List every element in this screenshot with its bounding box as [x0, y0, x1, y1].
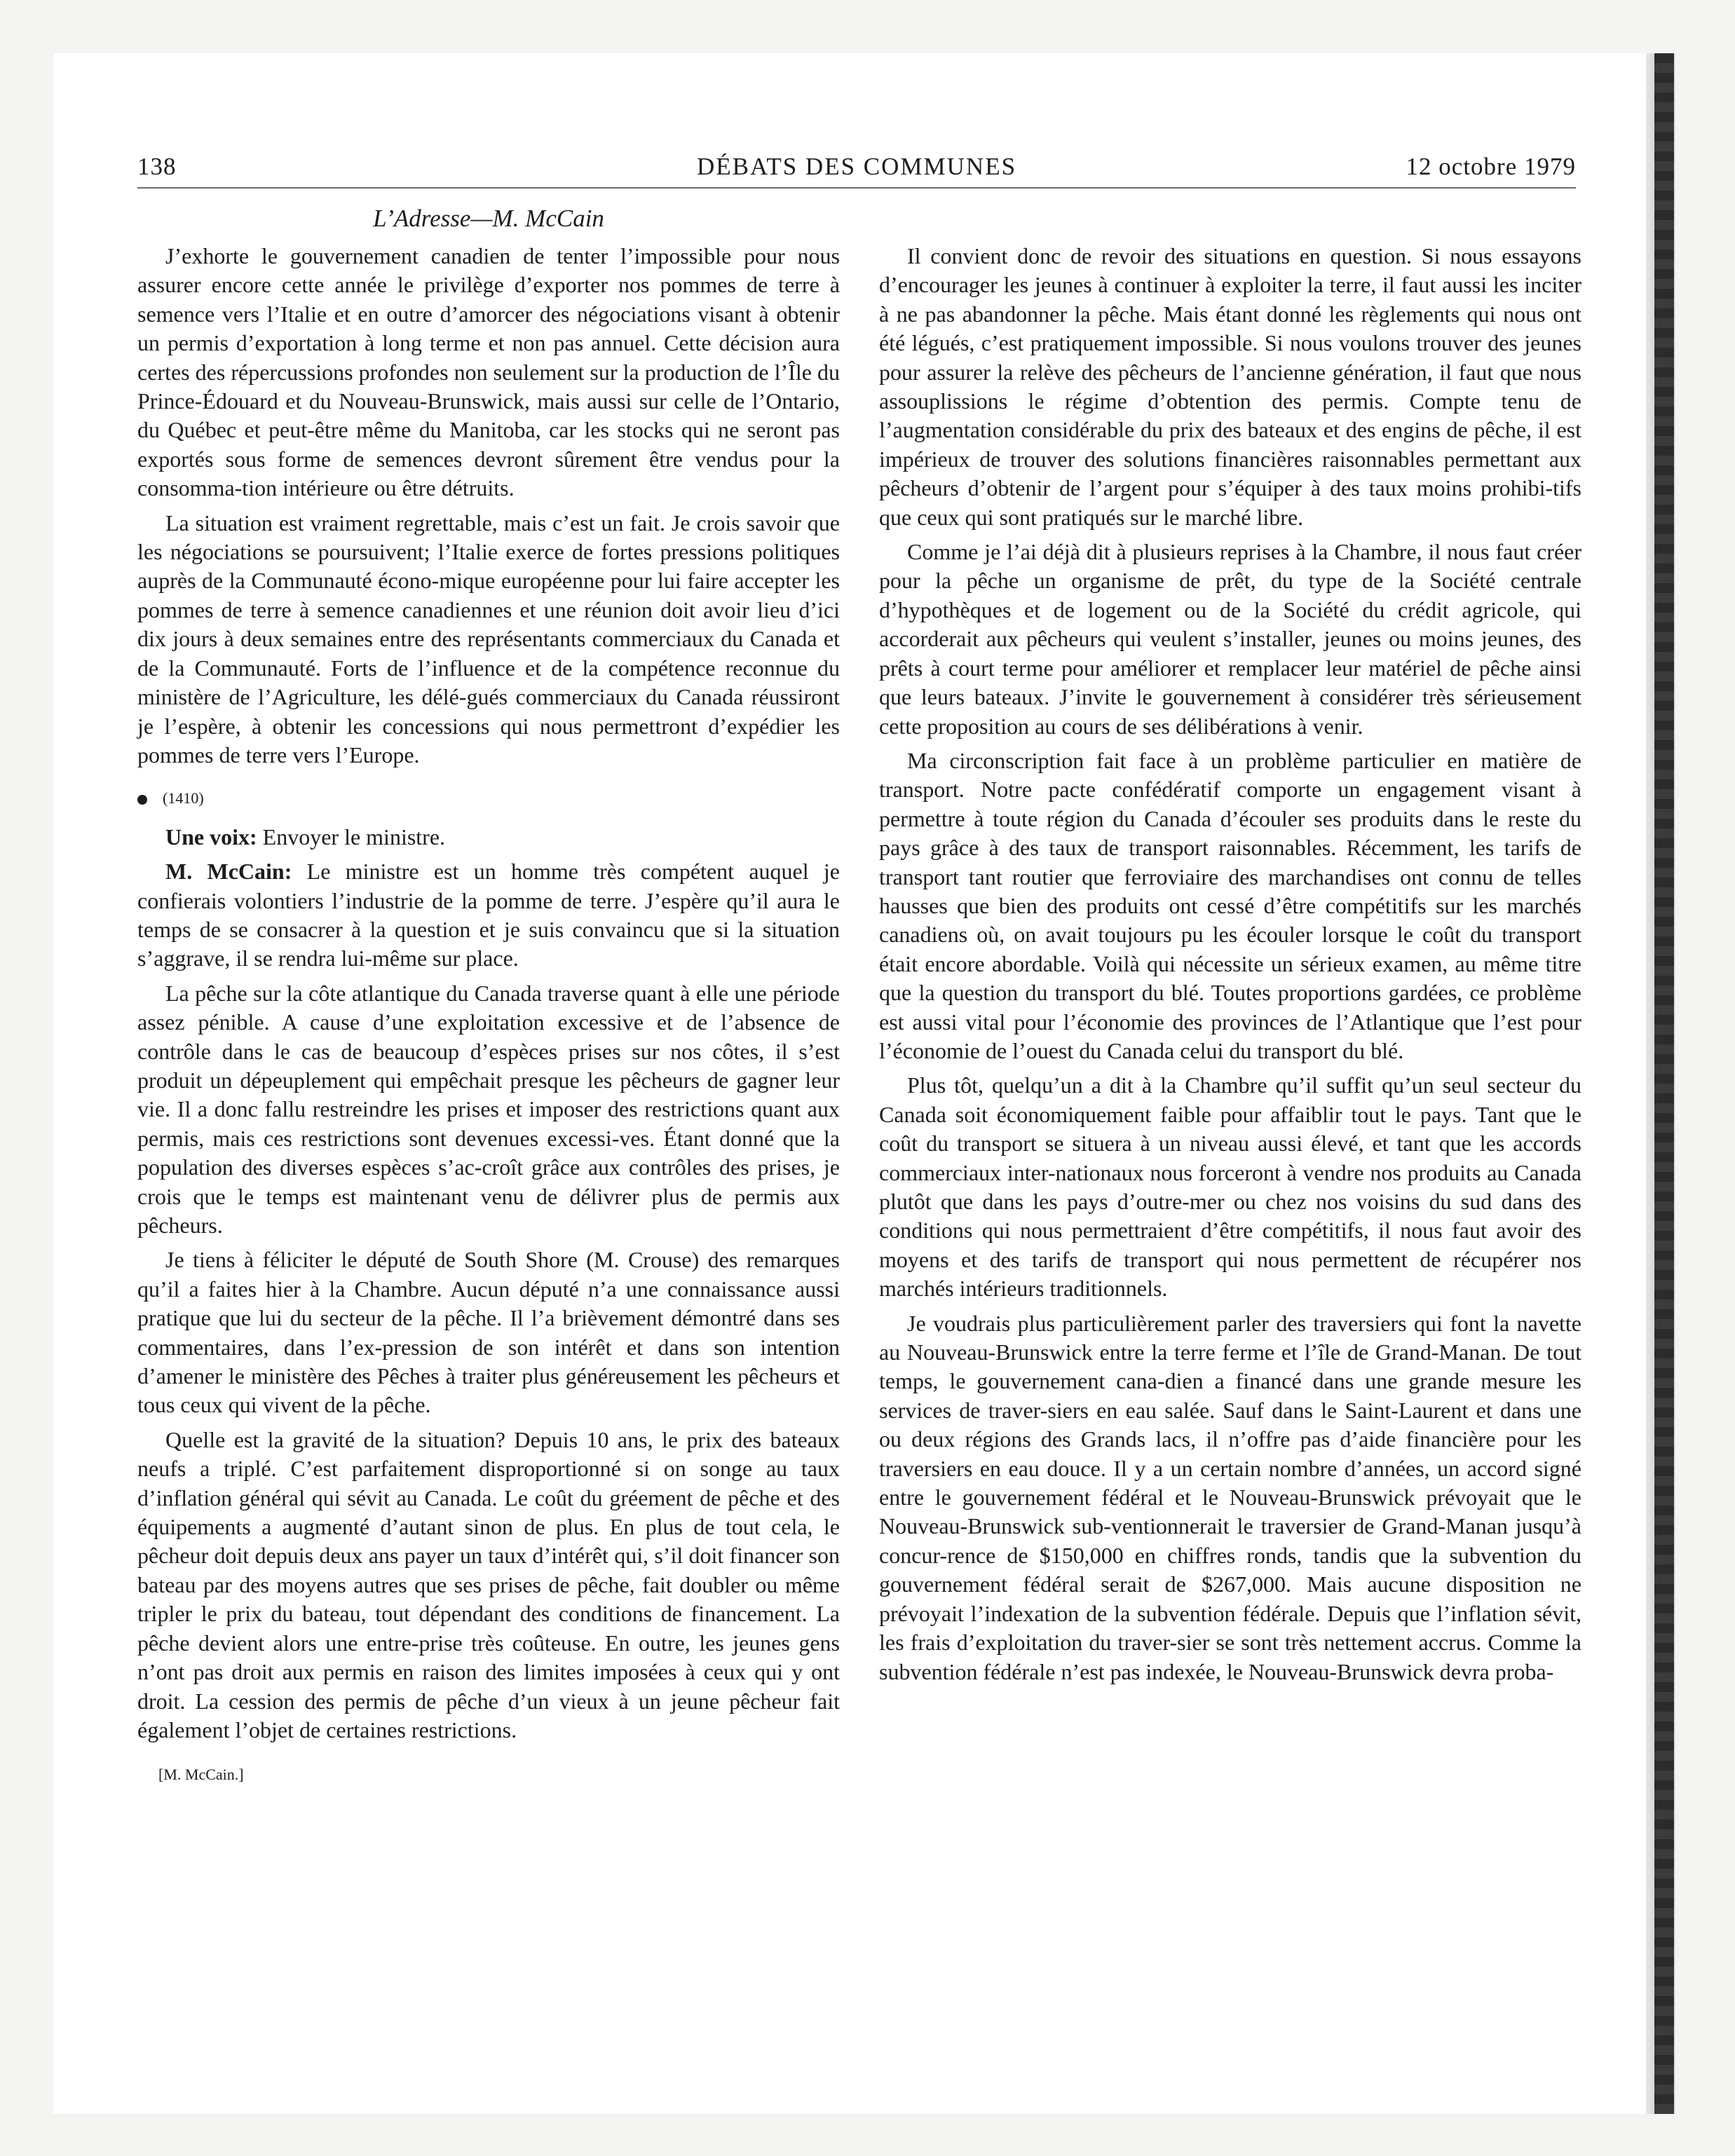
paragraph: Je voudrais plus particulièrement parler des traversiers qui font la navette au Nouveau-Brunswick entre la terre ferme et l’île de Grand-Manan. De tout temps, le gouvernement cana-dien a financé dans une grande mesure les services de traver-siers en eau salée. Sauf dans le Saint-Laurent et dans une ou deux régions des Grands lacs, il n’offre pas d’aide financière pour les traversiers en eau douce. Il y a un certain nombre d’années, un accord signé entre le gouvernement fédéral et le Nouveau-Brunswick prévoyait que le Nouveau-Brunswick sub-ventionnerait le traversier de Grand-Manan jusqu’à concur-rence de $150,000 en chiffres ronds, tandis que la subvention du gouvernement fédéral serait de $267,000. Mais aucune disposition ne prévoyait l’indexation de la subvention fédérale. Depuis que l’inflation sévit, les frais d’exploitation du traver-sier se sont très nettement accrus. Comme la subvention fédérale n’est pas indexée, le Nouveau-Brunswick devra proba-	[879, 1310, 1581, 1684]
time-marker-text: (1410)	[163, 789, 204, 807]
left-column	[137, 242, 840, 1789]
paragraph: Quelle est la gravité de la situation? Depuis 10 ans, le prix des bateaux neufs a triplé. C’est parfaitement disproportionné si on songe au taux d’inflation général qui sévit au Canada. Le coût du gréement de pêche et des équipements a augmenté d’autant sinon de plus. En plus de tout cela, le pêcheur doit depuis deux ans payer un taux d’intérêt qui, s’il doit financer son bateau par des moyens autres que ses prises de pêche, fait doubler ou même tripler le prix du bateau, tout dépendant des conditions de financement. La pêche devient alors une entre-prise très coûteuse. En outre, les jeunes gens n’ont pas droit aux permis en raison des limites imposées à ceux qui y ont droit. La cession des permis de pêche d’un vieux à un jeune pêcheur fait également l’objet de certaines restrictions.	[137, 1426, 840, 1742]
bullet-icon	[137, 795, 147, 805]
speech-text: Le ministre est un homme très compétent auquel je confierais volontiers l’industrie de la pomme de terre. J’espère qu’il aura le temps de se consacrer à la question et je suis convaincu que si la situation s’aggrave, il se rendra lui-même sur place.	[137, 859, 841, 971]
speaker-bracket: [M. McCain.]	[158, 1766, 244, 1784]
paragraph: Ma circonscription fait face à un problème particulier en matière de transport. Notre pacte confédératif comporte un engagement visant à permettre à toute région du Canada d’écouler ses produits dans le reste du pays grâce à des taux de transport raisonnables. Récemment, les tarifs de transport tant routier que ferroviaire des marchandises ont connu de telles hausses que bien des produits ont cessé d’être compétitifs sur les marchés canadiens où, on avait toujours pu les écouler lorsque le coût du transport était encore abordable. Voilà qui nécessite un sérieux examen, au même titre que la question du transport du blé. Toutes proportions gardées, ce problème est aussi vital pour l’économie des provinces de l’Atlantique que l’est pour l’économie de l’ouest du Canada celui du transport du blé.	[879, 747, 1581, 1063]
scan-edge-bar	[1654, 53, 1674, 2114]
paragraph: J’exhorte le gouvernement canadien de tenter l’impossible pour nous assurer encore cette année le privilège d’exporter nos pommes de terre à semence vers l’Italie et en outre d’amorcer des négociations visant à obtenir un permis d’exportation à long terme et non pas annuel. Cette décision aura certes des répercussions profondes non seulement sur la production de l’Île du Prince-Édouard et du Nouveau-Brunswick, mais aussi sur celle de l’Ontario, du Québec et peut-être même du Manitoba, car les stocks qui ne seront pas exportés sous forme de semences devront sûrement être vendus pour la consomma-tion intérieure ou être détruits.	[137, 243, 840, 501]
time-marker	[137, 784, 840, 812]
paragraph: Comme je l’ai déjà dit à plusieurs reprises à la Chambre, il nous faut créer pour la pêche un organisme de prêt, du type de la Société centrale d’hypothèques et de logement ou de la Société du crédit agricole, qui accorderait aux pêcheurs qui veulent s’installer, jeunes ou moins jeunes, des prêts à court terme pour améliorer et remplacer leur matériel de pêche ainsi que leurs bateaux. J’invite le gouvernement à considérer très sérieusement cette proposition au cours de ses délibérations à venir.	[879, 539, 1581, 739]
speech-paragraph	[137, 823, 840, 852]
paragraph: Je tiens à féliciter le député de South Shore (M. Crouse) des remarques qu’il a faites hier à la Chambre. Aucun député n’a une connaissance aussi pratique que lui du secteur de la pêche. Il l’a brièvement démontré dans ses commentaires, dans l’ex-pression de son intérêt et dans son intention d’amener le ministère des Pêches à traiter plus généreusement les pêcheurs et tous ceux qui vivent de la pêche.	[137, 1247, 840, 1418]
page-header	[137, 153, 1576, 188]
paragraph: La situation est vraiment regrettable, mais c’est un fait. Je crois savoir que les négociations se poursuivent; l’Italie exerce de fortes pressions politiques auprès de la Communauté écono-mique européenne pour lui faire accepter les pommes de terre à semence canadiennes et une réunion doit avoir lieu d’ici dix jours à deux semaines entre des représentants commerciaux du Canada et de la Communauté. Forts de l’influence et de la compétence reconnue du ministère de l’Agriculture, les délé-gués commerciaux du Canada réussiront je l’espère, à obtenir les concessions qui nous permettront d’expédier les pommes de terre vers l’Europe.	[137, 510, 840, 767]
page-number: 138	[137, 153, 177, 180]
right-column	[879, 242, 1581, 1692]
paragraph: Il convient donc de revoir des situations en question. Si nous essayons d’encourager les jeunes à continuer à exploiter la terre, il faut aussi les inciter à ne pas abandonner la pêche. Mais étant donné les règlements qui nous ont été légués, c’est pratiquement impossible. Si nous voulons trouver des jeunes pour assurer la relève des pêcheurs de l’ancienne génération, il faut que nous assouplissions le régime d’obtention des permis. Compte tenu de l’augmentation considérable du prix des bateaux et des engins de pêche, il est impérieux de trouver des solutions financières raisonnables permettant aux pêcheurs d’obtenir de l’argent pour s’équiper à des taux moins prohibi-tifs que ceux qui sont pratiqués sur le marché libre.	[879, 243, 1581, 530]
running-head: L’Adresse—M. McCain	[373, 205, 604, 232]
speaker-label: Une voix:	[165, 824, 257, 850]
publication-date: 12 octobre 1979	[1406, 153, 1576, 180]
speech-paragraph	[137, 857, 840, 974]
header-rule	[137, 187, 1576, 189]
paragraph: Plus tôt, quelqu’un a dit à la Chambre qu’il suffit qu’un seul secteur du Canada soit économiquement faible pour affaiblir tout le pays. Tant que le coût du transport se situera à un niveau aussi élevé, et tant que les accords commerciaux inter-nationaux nous forceront à vendre nos produits au Canada plutôt que dans les pays d’outre-mer ou chez nos voisins du sud dans des conditions qui nous permettraient d’être compétitifs, il nous faut avoir des moyens et des tarifs de transport qui nous permettent de récupérer nos marchés intérieurs traditionnels.	[879, 1072, 1581, 1302]
publication-title: DÉBATS DES COMMUNES	[696, 153, 1017, 180]
speech-text: Envoyer le ministre.	[257, 824, 446, 850]
speaker-label: M. McCain:	[165, 859, 292, 885]
paragraph: La pêche sur la côte atlantique du Canada traverse quant à elle une période assez pénible. A cause d’une exploitation excessive et de l’absence de contrôle dans le cas de beaucoup d’espèces prises sur nos côtes, il s’est produit un dépeuplement qui empêchait presque les pêcheurs de gagner leur vie. Il a donc fallu restreindre les prises et imposer des restrictions quant aux permis, mais ces restrictions sont devenues excessi-ves. Étant donné que la population des diverses espèces s’ac-croît grâce aux contrôles des prises, je crois que le temps est maintenant venu de délivrer plus de permis aux pêcheurs.	[137, 980, 840, 1238]
